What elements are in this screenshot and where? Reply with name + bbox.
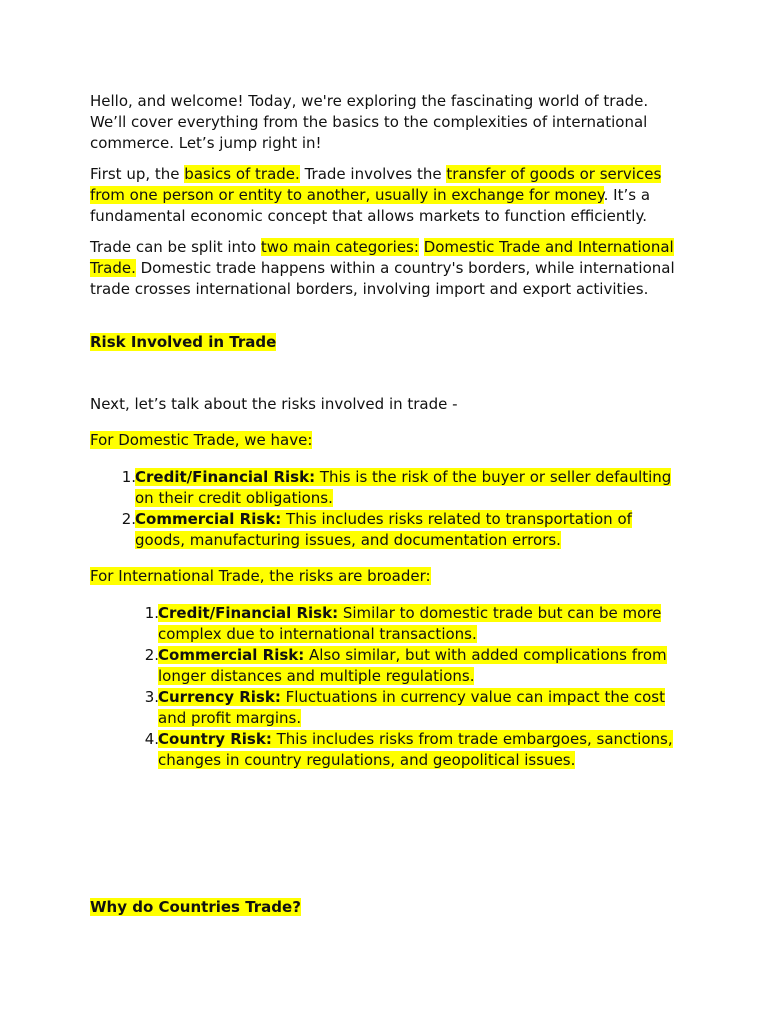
- categories-text-a: Trade can be split into: [90, 238, 261, 256]
- risk-term: Credit/Financial Risk:: [135, 468, 316, 486]
- list-item: [144, 729, 680, 771]
- risk-term: Commercial Risk:: [158, 646, 305, 664]
- list-item: [121, 467, 680, 509]
- risk-description: Also similar, but with added complications from longer distances and multiple regulations.: [158, 646, 667, 685]
- risk-term: Credit/Financial Risk:: [158, 604, 339, 622]
- risk-description: This is the risk of the buyer or seller defaulting on their credit obligations.: [135, 468, 672, 507]
- list-number: 2.: [121, 510, 136, 528]
- list-item: [121, 509, 680, 551]
- list-item: [144, 687, 680, 729]
- international-intro-text: For International Trade, the risks are broader:: [90, 567, 431, 585]
- risk-description: This includes risks from trade embargoes, sanctions, changes in country regulations, and geopolitical issues.: [158, 730, 673, 769]
- list-item: [144, 645, 680, 687]
- risk-description: Fluctuations in currency value can impact the cost and profit margins.: [158, 688, 665, 727]
- heading-risk: [90, 332, 680, 353]
- international-intro: [90, 566, 680, 587]
- risk-term: Commercial Risk:: [135, 510, 282, 528]
- categories-text-e: Domestic trade happens within a country's borders, while international trade crosses international borders, involving import and export activities.: [90, 259, 675, 298]
- list-number: 3.: [144, 688, 159, 706]
- categories-paragraph: [90, 237, 680, 300]
- heading-risk-text: Risk Involved in Trade: [90, 333, 277, 351]
- risk-term: Country Risk:: [158, 730, 272, 748]
- next-text: Next, let’s talk about the risks involved in trade -: [90, 395, 458, 413]
- basics-highlight-1: basics of trade.: [184, 165, 300, 183]
- list-number: 1.: [144, 604, 159, 622]
- domestic-intro-text: For Domestic Trade, we have:: [90, 431, 313, 449]
- list-number: 4.: [144, 730, 159, 748]
- intro-text: Hello, and welcome! Today, we're exploring the fascinating world of trade. We’ll cover everything from the basics to the complexities of international commerce. Let’s jump right in!: [90, 92, 649, 152]
- basics-paragraph: [90, 164, 680, 227]
- basics-text-e: . It’s a fundamental economic concept that allows markets to function efficiently.: [90, 186, 651, 225]
- categories-highlight-1: two main categories:: [260, 238, 419, 256]
- next-paragraph: [90, 394, 680, 415]
- basics-text-a: First up, the: [90, 165, 185, 183]
- basics-highlight-2: transfer of goods or services from one person or entity to another, usually in exchange for money: [90, 165, 662, 204]
- heading-why: [90, 897, 680, 918]
- risk-description: This includes risks related to transportation of goods, manufacturing issues, and documentation errors.: [135, 510, 632, 549]
- intro-paragraph: [90, 91, 680, 154]
- domestic-intro: [90, 430, 680, 451]
- list-number: 1.: [121, 468, 136, 486]
- list-item: [144, 603, 680, 645]
- risk-term: Currency Risk:: [158, 688, 281, 706]
- risk-description: Similar to domestic trade but can be more complex due to international transactions.: [158, 604, 662, 643]
- list-number: 2.: [144, 646, 159, 664]
- international-risk-list: [144, 603, 680, 771]
- basics-text-c: Trade involves the: [299, 165, 447, 183]
- heading-why-text: Why do Countries Trade?: [90, 898, 301, 916]
- categories-highlight-2: Domestic Trade and International Trade.: [90, 238, 674, 277]
- domestic-risk-list: [121, 467, 680, 551]
- categories-text-c: [419, 238, 424, 256]
